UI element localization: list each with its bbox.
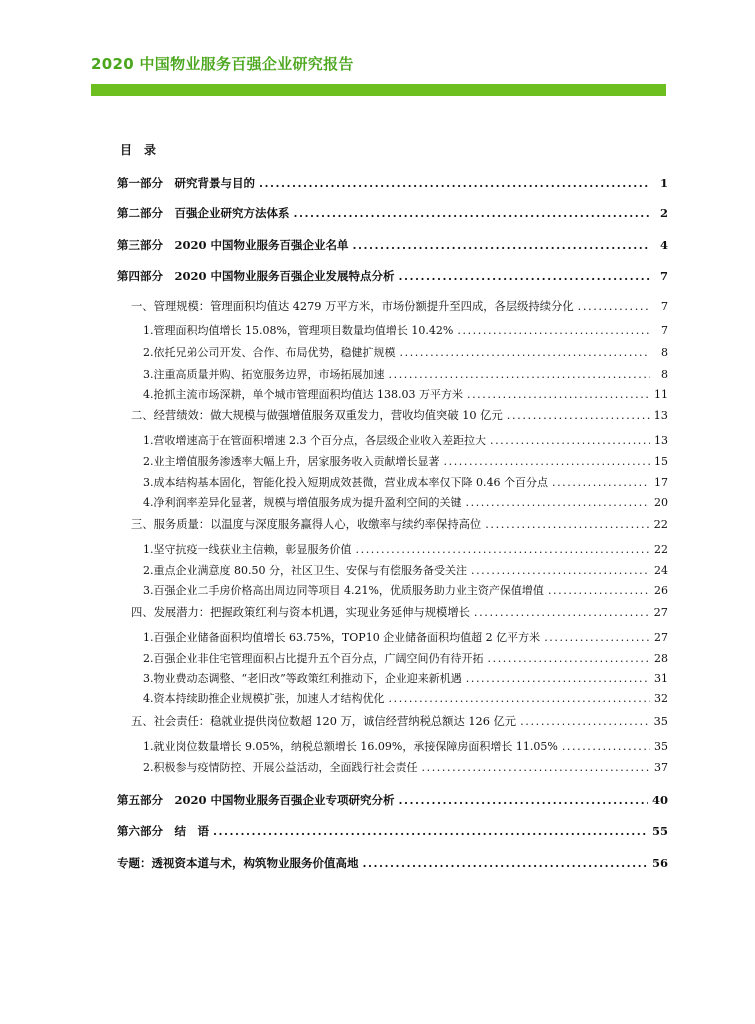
toc-entry-page: 8: [661, 346, 668, 359]
toc-entry[interactable]: [143, 562, 668, 578]
toc-leader-dots: [353, 238, 650, 252]
toc-entry-page: 20: [654, 496, 668, 509]
toc-entry[interactable]: [117, 792, 668, 808]
toc-entry-page: 4: [659, 238, 668, 252]
toc-entry-page: 22: [653, 518, 668, 531]
toc-leader-dots: [520, 715, 650, 728]
toc-entry-label: 专题：透视资本道与术，构筑物业服务价值高地: [117, 856, 359, 870]
toc-entry[interactable]: [131, 604, 668, 620]
toc-entry-label: 4.净利润率差异化显著，规模与增值服务成为提升盈利空间的关键: [143, 496, 462, 509]
toc-leader-dots: [356, 543, 651, 556]
toc-entry-label: 第四部分 2020 中国物业服务百强企业发展特点分析: [117, 269, 395, 283]
toc-entry-label: 第六部分 结 语: [117, 824, 209, 838]
toc-leader-dots: [389, 368, 651, 381]
toc-entry[interactable]: [143, 541, 668, 557]
toc-leader-dots: [548, 584, 650, 597]
toc-entry[interactable]: [143, 386, 668, 402]
toc-entry-label: 第一部分 研究背景与目的: [117, 176, 255, 190]
toc-entry[interactable]: [117, 268, 668, 284]
toc-leader-dots: [399, 793, 648, 807]
toc-entry-page: 8: [661, 368, 668, 381]
toc-entry[interactable]: [143, 474, 668, 490]
toc-leader-dots: [389, 692, 651, 705]
toc-entry[interactable]: [143, 690, 668, 706]
toc-entry-label: 第二部分 百强企业研究方法体系: [117, 206, 290, 220]
report-title: 2020 中国物业服务百强企业研究报告: [91, 55, 354, 73]
toc-entry[interactable]: [143, 453, 668, 469]
toc-entry-page: 40: [651, 793, 668, 807]
toc-leader-dots: [507, 409, 650, 422]
toc-entry[interactable]: [143, 366, 668, 382]
toc-entry-label: 1.坚守抗疫一线获业主信赖，彰显服务价值: [143, 543, 352, 556]
toc-leader-dots: [485, 518, 649, 531]
toc-leader-dots: [562, 740, 650, 753]
toc-entry[interactable]: [143, 629, 668, 645]
toc-entry-page: 22: [654, 543, 668, 556]
toc-entry-label: 1.百强企业储备面积均值增长 63.75%，TOP10 企业储备面积均值超 2 亿平方米: [143, 631, 541, 644]
toc-entry-label: 3.物业费动态调整、“老旧改”等政策红利推动下，企业迎来新机遇: [143, 672, 462, 685]
toc-entry-label: 二、经营绩效：做大规模与做强增值服务双重发力，营收均值突破 10 亿元: [131, 409, 503, 422]
toc-entry-page: 56: [651, 856, 668, 870]
toc-entry-label: 4.抢抓主流市场深耕，单个城市管理面积均值达 138.03 万平方米: [143, 388, 463, 401]
toc-entry-label: 1.营收增速高于在管面积增速 2.3 个百分点，各层级企业收入差距拉大: [143, 434, 486, 447]
toc-entry[interactable]: [117, 823, 668, 839]
toc-entry-page: 7: [659, 269, 668, 283]
toc-leader-dots: [467, 388, 650, 401]
toc-entry-page: 37: [654, 761, 668, 774]
toc-leader-dots: [457, 324, 650, 337]
toc-entry-page: 35: [653, 715, 668, 728]
toc-entry-page: 15: [654, 455, 668, 468]
toc-leader-dots: [259, 176, 650, 190]
toc-entry[interactable]: [143, 322, 668, 338]
toc-entry-label: 1.管理面积均值增长 15.08%，管理项目数量均值增长 10.42%: [143, 324, 454, 337]
toc-entry-page: 27: [653, 606, 668, 619]
toc-entry-page: 28: [654, 652, 668, 665]
toc-leader-dots: [422, 761, 651, 774]
toc-entry[interactable]: [143, 738, 668, 754]
toc-entry-page: 13: [654, 434, 668, 447]
toc-leader-dots: [552, 476, 650, 489]
toc-entry-label: 2.依托兄弟公司开发、合作、布局优势，稳健扩规模: [143, 346, 396, 359]
toc-leader-dots: [471, 564, 650, 577]
toc-entry[interactable]: [143, 494, 668, 510]
toc-heading: 目 录: [120, 143, 157, 157]
toc-entry[interactable]: [117, 205, 668, 221]
toc-entry[interactable]: [143, 582, 668, 598]
toc-entry[interactable]: [131, 298, 668, 314]
toc-entry-label: 3.注重高质量并购、拓宽服务边界，市场拓展加速: [143, 368, 385, 381]
toc-entry-page: 26: [654, 584, 668, 597]
toc-leader-dots: [474, 606, 650, 619]
toc-entry-page: 7: [661, 324, 668, 337]
toc-entry-label: 2.积极参与疫情防控、开展公益活动，全面践行社会责任: [143, 761, 418, 774]
toc-leader-dots: [363, 856, 648, 870]
toc-entry[interactable]: [117, 855, 668, 871]
toc-entry[interactable]: [131, 516, 668, 532]
toc-entry[interactable]: [143, 650, 668, 666]
toc-entry-label: 3.成本结构基本固化，智能化投入短期成效甚微，营业成本率仅下降 0.46 个百分点: [143, 476, 548, 489]
toc-entry[interactable]: [143, 670, 668, 686]
toc-leader-dots: [544, 631, 650, 644]
toc-entry-page: 11: [654, 388, 668, 401]
toc-entry[interactable]: [143, 344, 668, 360]
toc-entry-page: 31: [654, 672, 668, 685]
toc-leader-dots: [488, 652, 651, 665]
toc-entry-label: 4.资本持续助推企业规模扩张，加速人才结构优化: [143, 692, 385, 705]
toc-leader-dots: [399, 269, 650, 283]
toc-entry-page: 55: [651, 824, 668, 838]
toc-entry-page: 32: [654, 692, 668, 705]
toc-entry-label: 一、管理规模：管理面积均值达 4279 万平方米，市场份额提升至四成，各层级持续分化: [131, 300, 574, 313]
toc-entry[interactable]: [117, 237, 668, 253]
toc-entry[interactable]: [131, 713, 668, 729]
toc-entry[interactable]: [143, 759, 668, 775]
toc-entry-label: 第三部分 2020 中国物业服务百强企业名单: [117, 238, 349, 252]
toc-entry-page: 1: [659, 176, 668, 190]
toc-entry[interactable]: [143, 432, 668, 448]
toc-entry[interactable]: [117, 175, 668, 191]
toc-entry-page: 24: [654, 564, 668, 577]
toc-entry-label: 五、社会责任：稳就业提供岗位数超 120 万，诚信经营纳税总额达 126 亿元: [131, 715, 517, 728]
toc-entry-label: 3.百强企业二手房价格高出周边同等项目 4.21%，优质服务助力业主资产保值增值: [143, 584, 544, 597]
toc-entry[interactable]: [131, 407, 668, 423]
toc-leader-dots: [490, 434, 650, 447]
toc-entry-label: 2.重点企业满意度 80.50 分，社区卫生、安保与有偿服务备受关注: [143, 564, 467, 577]
toc-leader-dots: [213, 824, 648, 838]
toc-entry-page: 17: [654, 476, 668, 489]
toc-leader-dots: [466, 496, 651, 509]
toc-leader-dots: [400, 346, 651, 359]
toc-leader-dots: [578, 300, 650, 313]
toc-entry-page: 7: [660, 300, 668, 313]
toc-entry-page: 35: [654, 740, 668, 753]
toc-entry-label: 2.业主增值服务渗透率大幅上升，居家服务收入贡献增长显著: [143, 455, 440, 468]
toc-entry-label: 第五部分 2020 中国物业服务百强企业专项研究分析: [117, 793, 395, 807]
toc-entry-page: 2: [659, 206, 668, 220]
toc-entry-label: 四、发展潜力：把握政策红利与资本机遇，实现业务延伸与规模增长: [131, 606, 470, 619]
toc-entry-page: 27: [654, 631, 668, 644]
toc-entry-label: 2.百强企业非住宅管理面积占比提升五个百分点，广阔空间仍有待开拓: [143, 652, 484, 665]
toc-entry-label: 1.就业岗位数量增长 9.05%，纳税总额增长 16.09%，承接保障房面积增长 11.05%: [143, 740, 558, 753]
toc-entry-label: 三、服务质量：以温度与深度服务赢得人心，收缴率与续约率保持高位: [131, 518, 482, 531]
toc-leader-dots: [444, 455, 651, 468]
toc-leader-dots: [466, 672, 650, 685]
toc-entry-page: 13: [653, 409, 668, 422]
toc-leader-dots: [294, 206, 651, 220]
